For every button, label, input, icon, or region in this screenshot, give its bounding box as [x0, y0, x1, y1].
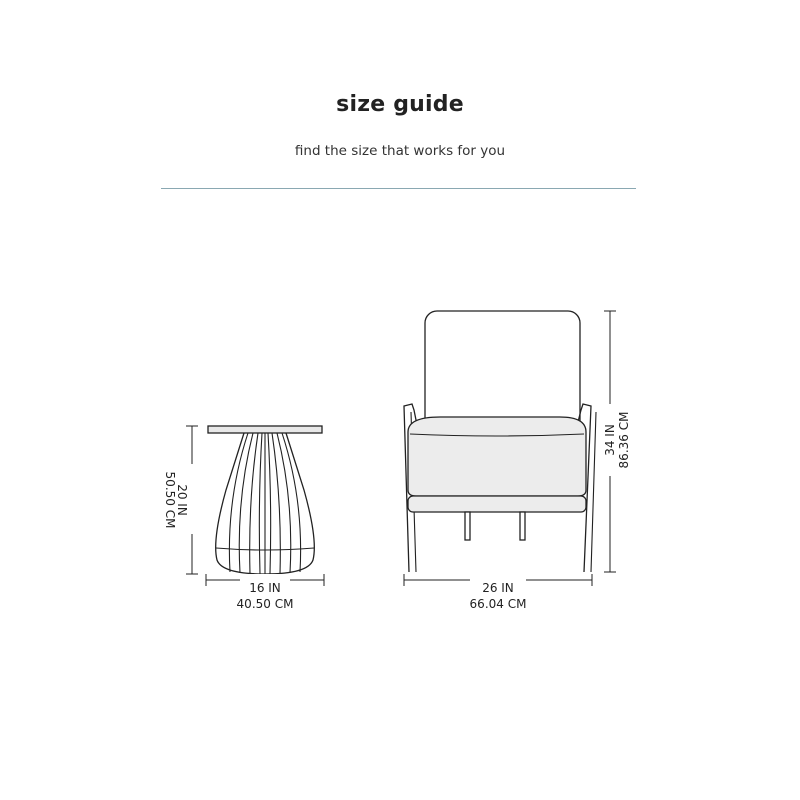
armchair-width-in-label: 26 IN [482, 581, 514, 595]
chair-seat-base [408, 496, 586, 512]
chair-back-leg-left [465, 512, 470, 540]
armchair-width-cm-label: 66.04 CM [469, 597, 527, 611]
side-table-height-in-label: 20 IN [175, 484, 189, 516]
armchair-height-cm-label: 86.36 CM [617, 411, 631, 469]
armchair-height-in-label: 34 IN [603, 424, 617, 456]
page-title: size guide [336, 92, 464, 117]
chair-back-leg-right [520, 512, 525, 540]
side-table-width-cm-label: 40.50 CM [236, 597, 294, 611]
table-top [208, 426, 322, 433]
side-table-drawing [208, 426, 322, 574]
armchair-drawing [404, 311, 596, 572]
side-table-width-in-label: 16 IN [249, 581, 281, 595]
chair-seat-cushion [408, 417, 586, 496]
page-subtitle: find the size that works for you [294, 143, 506, 159]
table-base-ribs [229, 433, 300, 574]
side-table-height-cm-label: 50.50 CM [163, 471, 177, 529]
